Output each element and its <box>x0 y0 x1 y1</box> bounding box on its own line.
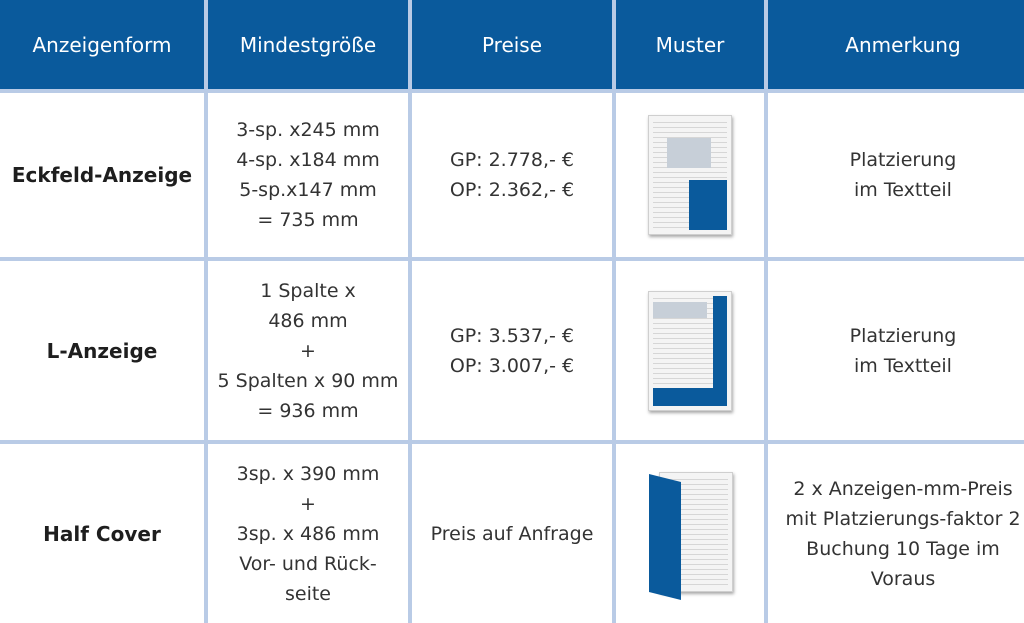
note-line: mit Platzierungs-faktor 2 <box>785 507 1021 530</box>
size-line: + <box>300 339 316 362</box>
row-eckfeld-form-cell <box>0 89 204 257</box>
row-half-cover-note-cell <box>768 440 1024 623</box>
price-line: Preis auf Anfrage <box>430 522 594 545</box>
header-mindestgroesse: Mindestgröße <box>208 0 408 89</box>
half-cover-thumbnail-icon <box>645 468 735 600</box>
row-half-cover-sample-cell <box>616 440 764 623</box>
note-line: Voraus <box>870 567 936 590</box>
size-line: 5 Spalten x 90 mm <box>217 369 399 392</box>
price-line: OP: 3.007,- € <box>449 354 575 377</box>
price-line: OP: 2.362,- € <box>449 179 575 201</box>
ad-form-name: Eckfeld-Anzeige <box>11 163 193 187</box>
eckfeld-thumbnail-icon <box>648 115 732 235</box>
row-half-cover-price-cell <box>412 440 612 623</box>
size-line: 5-sp.x147 mm <box>239 179 377 201</box>
size-line: 3-sp. x245 mm <box>236 119 380 141</box>
column-divider <box>408 0 412 623</box>
row-l-anzeige-form-cell <box>0 257 204 440</box>
size-line: Vor- und Rück- <box>239 552 377 575</box>
header-anmerkung: Anmerkung <box>768 0 1024 89</box>
row-eckfeld-price-cell <box>412 89 612 257</box>
column-divider <box>204 0 208 623</box>
size-line: 3sp. x 486 mm <box>236 522 380 545</box>
note-line: im Textteil <box>854 354 952 377</box>
header-preise: Preise <box>412 0 612 89</box>
note-line: im Textteil <box>854 179 952 201</box>
price-line: GP: 2.778,- € <box>449 149 575 171</box>
size-line: seite <box>284 582 331 605</box>
column-divider <box>764 0 768 623</box>
row-half-cover-form-cell <box>0 440 204 623</box>
ad-form-name: L-Anzeige <box>46 338 158 363</box>
row-half-cover-size-cell <box>208 440 408 623</box>
row-l-anzeige-note-cell <box>768 257 1024 440</box>
size-line: = 936 mm <box>257 399 359 422</box>
price-line: GP: 3.537,- € <box>449 324 575 347</box>
note-line: Platzierung <box>849 149 957 171</box>
row-l-anzeige-size-cell <box>208 257 408 440</box>
header-anzeigenform: Anzeigenform <box>0 0 204 89</box>
row-eckfeld-size-cell <box>208 89 408 257</box>
size-line: 1 Spalte x <box>260 279 356 302</box>
column-divider <box>612 0 616 623</box>
size-line: 4-sp. x184 mm <box>236 149 380 171</box>
size-line: 3sp. x 390 mm <box>236 462 380 485</box>
header-muster: Muster <box>616 0 764 89</box>
row-l-anzeige-sample-cell <box>616 257 764 440</box>
size-line: = 735 mm <box>257 209 359 231</box>
size-line: + <box>300 492 316 515</box>
ad-form-name: Half Cover <box>43 521 161 546</box>
size-line: 486 mm <box>268 309 348 332</box>
note-line: Platzierung <box>849 324 957 347</box>
note-line: 2 x Anzeigen-mm-Preis <box>793 477 1013 500</box>
note-line: Buchung 10 Tage im <box>806 537 1000 560</box>
row-eckfeld-sample-cell <box>616 89 764 257</box>
row-eckfeld-note-cell <box>768 89 1024 257</box>
row-l-anzeige-price-cell <box>412 257 612 440</box>
l-anzeige-thumbnail-icon <box>648 291 732 411</box>
